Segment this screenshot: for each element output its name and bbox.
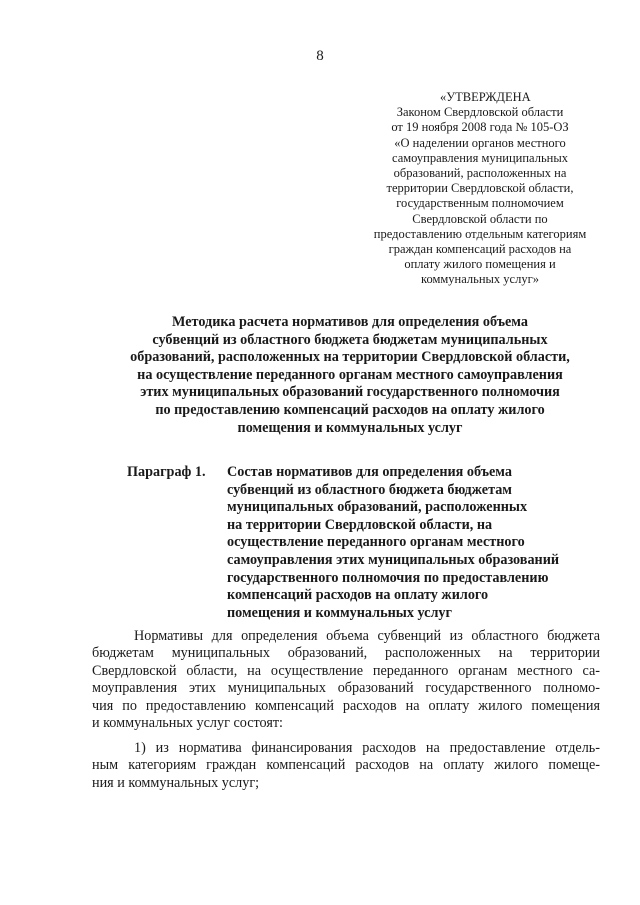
list-item-1 [92, 740, 600, 792]
approval-line: государственным полномочием [396, 196, 564, 211]
body-line: моуправления этих муниципальных образований государственного полномо- [92, 680, 600, 697]
title-line: образований, расположенных на территории Свердловской области, [130, 349, 570, 366]
approval-line: от 19 ноября 2008 года № 105-ОЗ [391, 120, 569, 135]
body-line: и коммунальных услуг состоят: [92, 715, 283, 732]
approval-line: территории Свердловской области, [386, 181, 574, 196]
paragraph-title-line: Состав нормативов для определения объема [227, 464, 512, 480]
paragraph-title-line: самоуправления этих муниципальных образований [227, 551, 560, 568]
paragraph-title-line: субвенций из областного бюджета бюджетам [227, 481, 512, 498]
paragraph-title-line: муниципальных образований, расположенных [227, 499, 528, 516]
approval-line: граждан компенсаций расходов на [388, 242, 572, 257]
approval-block [360, 90, 600, 288]
paragraph-label: Параграф 1. [127, 464, 206, 480]
paragraph-title-line: осуществление переданного органам местного [227, 534, 525, 551]
intro-paragraph [92, 628, 600, 732]
body-line: 1) из норматива финансирования расходов на предоставление отдель- [134, 740, 600, 756]
title-line: на осуществление переданного органам местного самоуправления [137, 366, 563, 383]
page-number: 8 [316, 48, 324, 64]
approval-line: предоставлению отдельным категориям [373, 226, 587, 241]
title-line: по предоставлению компенсаций расходов на оплату жилого [155, 401, 545, 418]
body-line: Свердловской области, на осуществление переданного органам местного са- [92, 662, 600, 679]
body-line: ным категориям граждан компенсаций расходов на оплату жилого помеще- [92, 757, 600, 774]
approval-line: «О наделении органов местного [394, 135, 566, 150]
title-line: помещения и коммунальных услуг [237, 419, 463, 436]
body-line: чия по предоставлению компенсаций расходов на оплату жилого помещения [92, 697, 600, 714]
approval-line: оплату жилого помещения и [404, 257, 556, 272]
body-line: ния и коммунальных услуг; [92, 774, 260, 791]
body-line: Нормативы для определения объема субвенций из областного бюджета [134, 628, 600, 644]
approval-line: Свердловской области по [412, 211, 548, 226]
paragraph-title-line: помещения и коммунальных услуг [227, 604, 452, 621]
title-line: Методика расчета нормативов для определения объема [172, 314, 528, 330]
approval-line: Законом Свердловской области [396, 105, 564, 120]
paragraph-title-line: компенсаций расходов на оплату жилого [227, 587, 489, 604]
paragraph-title [227, 464, 627, 622]
paragraph-title-line: государственного полномочия по предоставлению [227, 569, 549, 586]
document-title [70, 314, 630, 437]
body-line: бюджетам муниципальных образований, расположенных на территории [92, 645, 600, 662]
approval-line: «УТВЕРЖДЕНА [440, 90, 531, 104]
approval-line: коммунальных услуг» [421, 272, 539, 287]
approval-line: образований, расположенных на [393, 166, 567, 181]
title-line: субвенций из областного бюджета бюджетам муниципальных [152, 331, 548, 348]
title-line: этих муниципальных образований государственного полномочия [140, 384, 560, 401]
paragraph-title-line: на территории Свердловской области, на [227, 516, 493, 533]
approval-line: самоуправления муниципальных [392, 150, 568, 165]
